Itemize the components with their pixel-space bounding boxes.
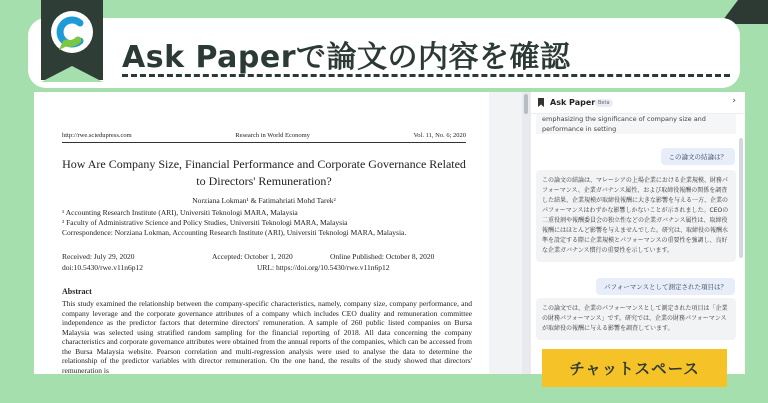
header-rule <box>62 142 466 143</box>
abstract-text: This study examined the relationship between the company-specific characteristics, namely, company size, company performance, and company leverage and the corporate governance attributes of a company which includes CEO duality and remuneration committee independence as the predictor factors that determine directors' remuneration. A sample of 260 public listed companies on Bursa Malaysia was selected using stratified random sampling for the financial reporting of 2018. All data concerning the company characteristics and corporate governance attributes were obtained from the annual reports of the companies, which can be accessed from the Bursa Malaysia website. Pearson correlation and multi-regression analysis were used to analyse the data to determine the relationship of the predictor variables with director remuneration. On the one hand, the results of the study showed that directors' remuneration is <box>62 299 472 374</box>
abstract-heading: Abstract <box>62 287 92 296</box>
correspondence: Correspondence: Norziana Lokman, Accounting Research Institute (ARI), Universiti Teknologi MARA, Malaysia. <box>62 228 407 237</box>
collapse-chevron-icon[interactable]: › <box>732 96 736 106</box>
doi[interactable]: doi:10.5430/rwe.v11n6p12 <box>62 263 143 272</box>
app-screenshot <box>34 92 745 374</box>
paper-title: How Are Company Size, Financial Performance and Corporate Governance Related to Directors' Remuneration? <box>62 157 466 188</box>
doi-url[interactable]: URL: https://doi.org/10.5430/rwe.v11n6p12 <box>257 263 390 272</box>
bookmark-icon <box>537 98 545 107</box>
paper-header-journal: Research in World Economy <box>235 132 310 139</box>
previous-message-line-2: performance in setting <box>542 125 617 133</box>
affiliation-1: ¹ Accounting Research Institute (ARI), Universiti Teknologi MARA, Malaysia <box>62 208 298 217</box>
title-banner <box>28 18 740 88</box>
paper-header-url: http://rwe.sciedupress.com <box>62 132 132 139</box>
assistant-answer-2: この論文では、企業のパフォーマンスとして測定された項目は「企業の財務パフォーマンス」です。研究では、企業の財務パフォーマンスが取締役の報酬に与える影響を調査しています。 <box>536 298 736 340</box>
paper-authors: Norziana Lokman¹ & Fatimahriati Mohd Tarek² <box>192 196 336 205</box>
assistant-answer-1: この論文の結論は、マレーシアの上場企業における企業規模、財務パフォーマンス、企業ガバナンス属性、および取締役報酬の関係を調査した結果、企業規模が取締役報酬に大きな影響を与える一方、企業のパフォーマンスはわずかな影響しかないことが示されました。CEOの二重役割や報酬委員会の独立性などの企業ガバナンス属性は、取締役報酬にはほとんど影響を与えませんでした。研究は、取締役の報酬水準を設定する際に企業規模とパフォーマンスの重要性を強調し、良好な企業ガバナンス慣行の重要性を示しています。 <box>536 170 736 262</box>
chat-c-logo-icon <box>49 9 95 55</box>
affiliation-2: ² Faculty of Administrative Science and Policy Studies, Universiti Teknologi MARA, Malaysia <box>62 218 348 227</box>
pdf-viewer[interactable] <box>34 92 522 374</box>
viewer-gutter <box>489 92 522 374</box>
chat-scrollbar[interactable] <box>739 138 743 258</box>
chat-header <box>531 92 745 114</box>
paper-header-volume: Vol. 11, No. 6; 2020 <box>413 132 466 139</box>
received-date: Received: July 29, 2020 <box>62 252 135 261</box>
user-question-2: パフォーマンスとして測定された項目は？ <box>596 278 735 295</box>
chat-panel <box>531 92 745 374</box>
banner-title: Ask Paperで論文の内容を確認 <box>122 40 571 75</box>
chat-title: Ask Paper <box>550 98 596 107</box>
dashed-divider <box>122 74 730 77</box>
previous-message <box>536 114 736 134</box>
paper-header <box>62 132 466 139</box>
chat-space-label: チャットスペース <box>542 349 727 387</box>
pdf-scroll-track[interactable] <box>522 92 531 374</box>
previous-message-line-1: emphasizing the significance of company size and <box>542 115 706 123</box>
beta-badge: Beta <box>595 99 613 107</box>
pdf-scrollbar-thumb[interactable] <box>524 94 528 114</box>
user-question-1: この論文の結論は？ <box>661 148 736 165</box>
accepted-date: Accepted: October 1, 2020 <box>212 252 293 261</box>
published-date: Online Published: October 8, 2020 <box>330 252 435 261</box>
ribbon-notch <box>41 66 103 82</box>
